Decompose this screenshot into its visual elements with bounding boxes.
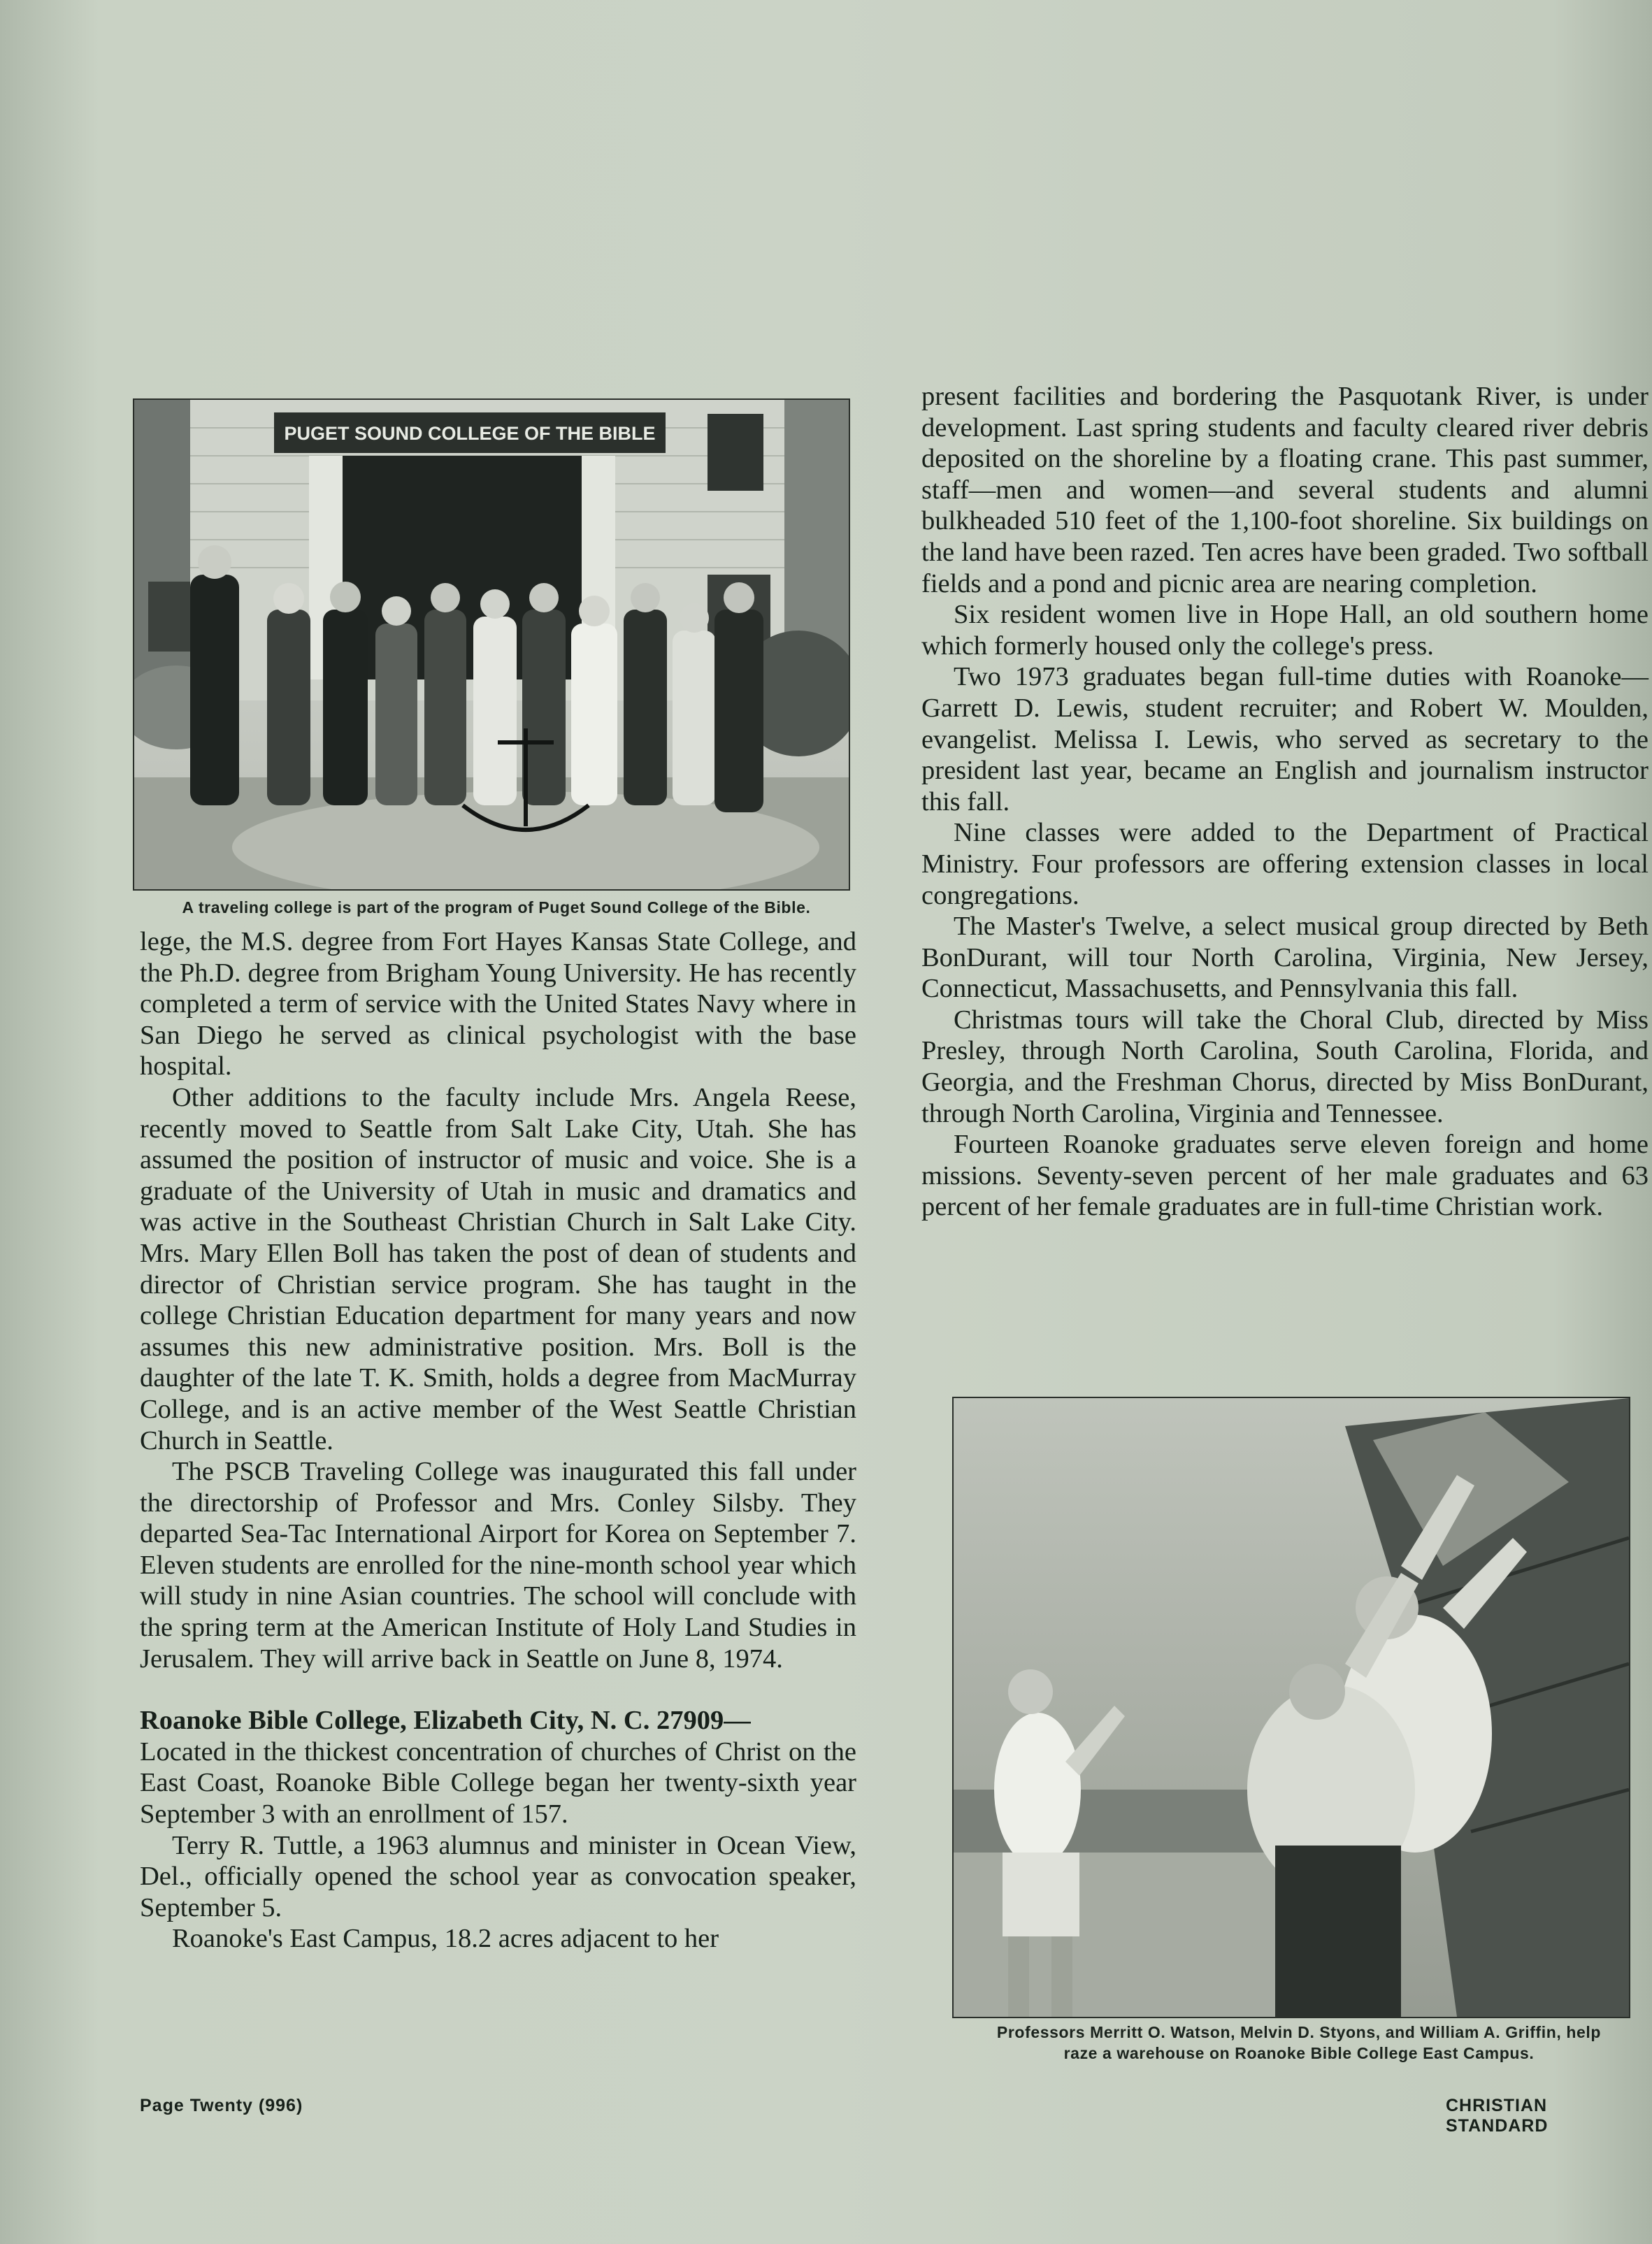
right-text-column (921, 381, 1649, 1223)
right-paragraph-7: Fourteen Roanoke graduates serve eleven foreign and home missions. Seventy-seven percent of her male graduates and 63 percent of her female graduates are in full-time Christian work. (921, 1130, 1649, 1222)
puget-photo-caption: A traveling college is part of the program of Puget Sound College of the Bible. (182, 898, 811, 916)
puget-sign-text: PUGET SOUND COLLEGE OF THE BIBLE (284, 423, 656, 444)
right-paragraph-6: Christmas tours will take the Choral Club, directed by Miss Presley, through North Carolina, South Carolina, Florida, and Georgia, and the Freshman Chorus, directed by Miss BonDurant, through North Carolina, Virginia and Tennessee. (921, 1005, 1649, 1128)
left-paragraph-5: Terry R. Tuttle, a 1963 alumnus and minister in Ocean View, Del., officially opened the school year as convocation speaker, September 5. (140, 1830, 856, 1922)
roanoke-photo-caption (949, 2022, 1649, 2064)
roanoke-caption-line-1: Professors Merritt O. Watson, Melvin D. Styons, and William A. Griffin, help (996, 2023, 1602, 2041)
left-paragraph-2: Other additions to the faculty include Mrs. Angela Reese, recently moved to Seattle from Salt Lake City, Utah. She has assumed the position of instructor of music and voice. She is a graduate of the University of Utah in music and dramatics and was active in the Southeast Christian Church in Salt Lake City. Mrs. Mary Ellen Boll has taken the post of dean of students and director of Christian service program. She has taught in the college Christian Education department for many years and now assumes this new administrative position. Mrs. Boll is the daughter of the late T. K. Smith, holds a degree from MacMurray College, and is an active member of the West Seattle Christian Church in Seattle. (140, 1082, 856, 1455)
left-paragraph-6: Roanoke's East Campus, 18.2 acres adjacent to her (172, 1924, 719, 1954)
publication-name: CHRISTIAN STANDARD (1446, 2096, 1549, 2136)
left-paragraph-3: The PSCB Traveling College was inaugurated this fall under the directorship of Professor and Mrs. Conley Silsby. They departed Sea-Tac International Airport for Korea on September 7. Eleven students are enrolled for the nine-month school year which will study in nine Asian countries. The school will conclude with the spring term at the American Institute of Holy Land Studies in Jerusalem. They will arrive back in Seattle on June 8, 1974. (140, 1457, 856, 1674)
right-paragraph-4: Nine classes were added to the Department of Practical Ministry. Four professors are offering extension classes in local congregations. (921, 818, 1649, 910)
roanoke-section-intro (140, 1705, 856, 1829)
right-paragraph-1: present facilities and bordering the Pasquotank River, is under development. Last spring students and faculty cleared river debris deposited on the shoreline by a floating crane. This past summer, staff—men and women—and several students and alumni bulkheaded 510 feet of the 1,100-foot shoreline. Six buildings on the land have been razed. Ten acres have been graded. Two softball fields and a pond and picnic area are nearing completion. (921, 382, 1649, 598)
left-paragraph-4: Located in the thickest concentration of churches of Christ on the East Coast, Roanoke Bible College began her twenty-sixth year September 3 with an enrollment of 157. (140, 1736, 856, 1829)
right-paragraph-3: Two 1973 graduates began full-time duties with Roanoke—Garrett D. Lewis, student recruiter; and Robert W. Moulden, evangelist. Melissa I. Lewis, who served as secretary to the president last year, became an English and journalism instructor this fall. (921, 662, 1649, 817)
page-number: Page Twenty (996) (140, 2096, 303, 2115)
right-paragraph-2: Six resident women live in Hope Hall, an old southern home which formerly housed only the college's press. (921, 600, 1649, 661)
roanoke-warehouse-photo (952, 1397, 1630, 2018)
left-text-column (140, 926, 856, 1955)
left-paragraph-1: lege, the M.S. degree from Fort Hayes Kansas State College, and the Ph.D. degree from Brigham Young University. He has recently completed a term of service with the United States Navy where in San Diego he served as clinical psychologist with the base hospital. (140, 927, 856, 1081)
puget-sound-group-photo (133, 398, 850, 891)
right-paragraph-5: The Master's Twelve, a select musical group directed by Beth BonDurant, will tour North Carolina, Virginia, New Jersey, Connecticut, Massachusetts, and Pennsylvania this fall. (921, 912, 1649, 1004)
roanoke-section-heading: Roanoke Bible College, Elizabeth City, N. C. 27909— (140, 1706, 751, 1736)
roanoke-caption-line-2: raze a warehouse on Roanoke Bible College East Campus. (1063, 2044, 1535, 2062)
